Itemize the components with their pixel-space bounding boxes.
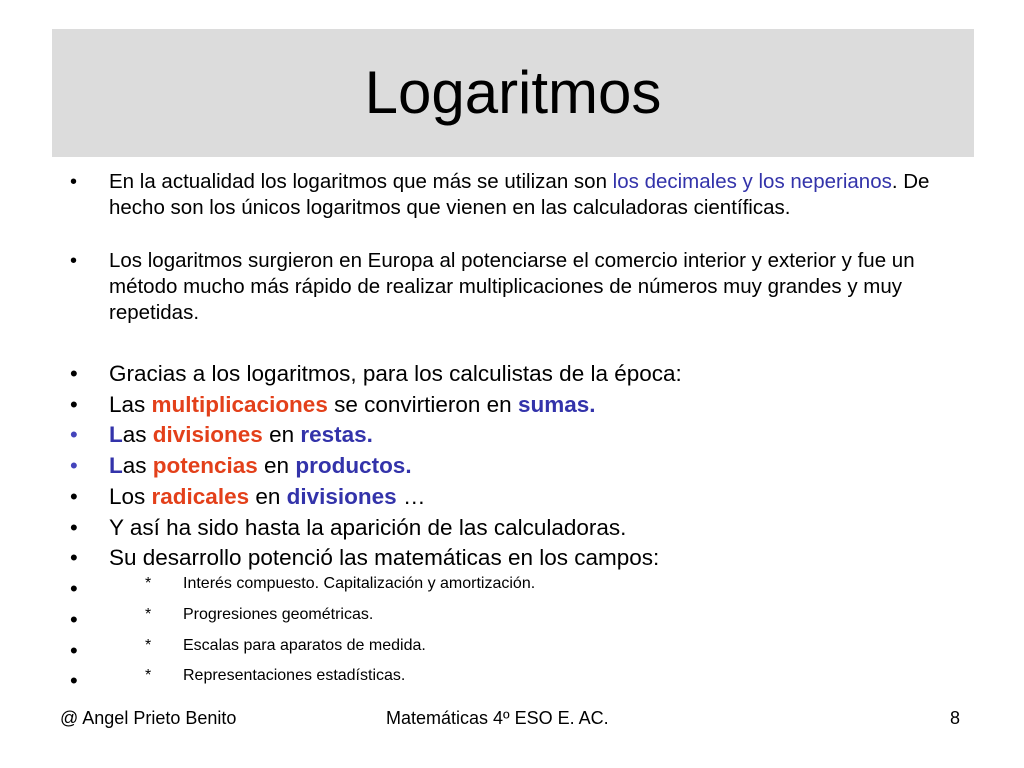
bullet-text bbox=[145, 606, 985, 624]
orange-keyword: radicales bbox=[151, 484, 250, 509]
asterisk-icon: * bbox=[145, 606, 152, 623]
bullet-text-part: en bbox=[257, 453, 296, 478]
bullet-text bbox=[109, 483, 969, 511]
bullet-text-part: Progresiones geométricas. bbox=[183, 606, 374, 623]
footer-page-number: 8 bbox=[950, 708, 961, 728]
bullet-text-part: as bbox=[122, 453, 153, 478]
highlight-text: los decimales y los neperianos bbox=[612, 170, 892, 193]
bullet-marker: • bbox=[70, 484, 78, 509]
orange-keyword: potencias bbox=[152, 453, 258, 478]
bullet-text: Su desarrollo potenció las matemáticas en los campos: bbox=[109, 545, 660, 570]
bullet-marker: • bbox=[70, 392, 78, 417]
bullet-text bbox=[109, 421, 969, 449]
bullet-marker: • bbox=[70, 250, 78, 272]
bullet-marker: • bbox=[70, 545, 78, 570]
bullet-text bbox=[109, 169, 969, 221]
bullet-text-part: Representaciones estadísticas. bbox=[183, 667, 406, 684]
blue-keyword: productos. bbox=[295, 453, 412, 478]
footer-course: Matemáticas 4º ESO E. AC. bbox=[386, 708, 609, 728]
bullet-marker: • bbox=[70, 361, 78, 386]
bullet-text bbox=[109, 452, 969, 480]
bullet-text-part: en bbox=[262, 422, 301, 447]
orange-keyword: divisiones bbox=[152, 422, 263, 447]
footer-author: @ Angel Prieto Benito bbox=[60, 708, 237, 728]
slide-title: Logaritmos bbox=[364, 59, 662, 126]
bullet-text-part: En la actualidad los logaritmos que más se utilizan son bbox=[109, 170, 613, 193]
bullet-text-part: Las bbox=[109, 392, 152, 417]
bullet-marker: • bbox=[70, 576, 78, 601]
bullet-text bbox=[145, 575, 985, 593]
bullet-text bbox=[145, 667, 985, 685]
bullet-marker: • bbox=[70, 422, 78, 447]
bullet-text-part: as bbox=[122, 422, 153, 447]
asterisk-icon: * bbox=[145, 667, 152, 684]
bullet-text-part: L bbox=[109, 453, 123, 478]
bullet-text: Y así ha sido hasta la aparición de las calculadoras. bbox=[109, 515, 627, 540]
bullet-text-part: Interés compuesto. Capitalización y amortización. bbox=[183, 575, 536, 592]
asterisk-icon: * bbox=[145, 637, 152, 654]
bullet-text-part: Los bbox=[109, 484, 152, 509]
blue-keyword: sumas. bbox=[517, 392, 596, 417]
bullet-text bbox=[109, 391, 969, 419]
bullet-marker: • bbox=[70, 515, 78, 540]
bullet-text-part: Escalas para aparatos de medida. bbox=[183, 637, 426, 654]
bullet-text: Los logaritmos surgieron en Europa al potenciarse el comercio interior y exterior y fue un método mucho más rápido de realizar multiplicaciones de números muy grandes y muy repetidas. bbox=[109, 249, 915, 324]
asterisk-icon: * bbox=[145, 575, 152, 592]
bullet-text: Gracias a los logaritmos, para los calculistas de la época: bbox=[109, 361, 682, 386]
bullet-text-part: … bbox=[396, 484, 426, 509]
bullet-marker: • bbox=[70, 171, 78, 193]
orange-keyword: multiplicaciones bbox=[151, 392, 328, 417]
bullet-marker: • bbox=[70, 607, 78, 632]
bullet-text bbox=[145, 637, 985, 655]
bullet-text-part: L bbox=[109, 422, 123, 447]
blue-keyword: divisiones bbox=[286, 484, 397, 509]
blue-keyword: restas. bbox=[300, 422, 373, 447]
bullet-marker: • bbox=[70, 453, 78, 478]
bullet-marker: • bbox=[70, 668, 78, 693]
bullet-text-part: . De hecho son los únicos logaritmos que vienen en las calculadoras científicas. bbox=[109, 170, 930, 219]
bullet-marker: • bbox=[70, 638, 78, 663]
bullet-text-part: se convirtieron en bbox=[327, 392, 518, 417]
bullet-text-part: en bbox=[249, 484, 287, 509]
